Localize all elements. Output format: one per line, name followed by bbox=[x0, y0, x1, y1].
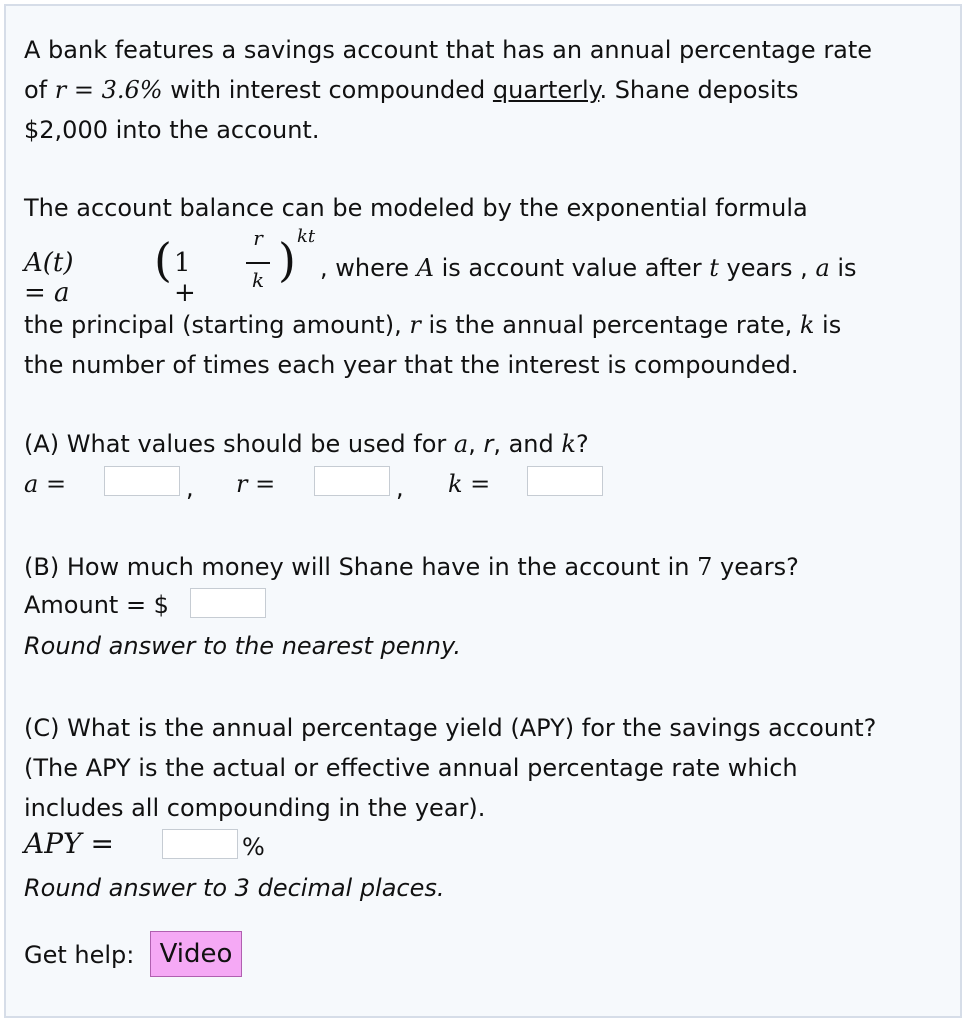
formula-text: years , bbox=[718, 254, 816, 282]
fraction-bar bbox=[246, 262, 270, 264]
amount-input[interactable] bbox=[190, 588, 266, 618]
video-button[interactable]: Video bbox=[150, 931, 242, 977]
partC-note: Round answer to 3 decimal places. bbox=[24, 874, 445, 902]
partB-question bbox=[24, 547, 799, 587]
formula-text: is bbox=[829, 254, 857, 282]
comma-1: , bbox=[186, 474, 194, 502]
partB-text: (B) How much money will Shane have in the account in bbox=[24, 553, 698, 581]
partC-line-1: (C) What is the annual percentage yield (APY) for the savings account? bbox=[24, 714, 877, 742]
var-r: r bbox=[483, 430, 494, 458]
formula-text: , where bbox=[320, 254, 417, 282]
partB-text: years? bbox=[712, 553, 799, 581]
var-A: A bbox=[416, 254, 434, 282]
intro-text: . Shane deposits bbox=[599, 76, 799, 104]
rate-equation: r = 3.6% bbox=[54, 76, 163, 104]
var-t: t bbox=[709, 254, 719, 282]
var-k: k bbox=[561, 430, 576, 458]
intro-text: of bbox=[24, 76, 55, 104]
partA-text: ? bbox=[575, 430, 589, 458]
k-input[interactable] bbox=[527, 466, 603, 496]
partA-question bbox=[24, 424, 589, 464]
question-panel bbox=[4, 4, 962, 1018]
label-a: a = bbox=[24, 470, 67, 498]
percent-sign: % bbox=[242, 833, 265, 861]
partA-text: , and bbox=[493, 430, 562, 458]
formula-paren-open: ( bbox=[154, 233, 172, 287]
formula-description bbox=[320, 248, 857, 288]
partA-text: , bbox=[468, 430, 484, 458]
var-k: k bbox=[799, 311, 815, 339]
years-value: 7 bbox=[697, 553, 713, 581]
model-text: is the annual percentage rate, bbox=[420, 311, 800, 339]
partB-note: Round answer to the nearest penny. bbox=[24, 632, 461, 660]
apy-label: APY = bbox=[24, 827, 114, 860]
a-input[interactable] bbox=[104, 466, 180, 496]
formula-one-plus: 1 + bbox=[174, 248, 196, 308]
amount-label: Amount = $ bbox=[24, 591, 169, 619]
formula-numerator: r bbox=[253, 226, 263, 250]
get-help-label: Get help: bbox=[24, 941, 135, 969]
model-text: the principal (starting amount), bbox=[24, 311, 410, 339]
model-line-3 bbox=[24, 305, 841, 345]
r-input[interactable] bbox=[314, 466, 390, 496]
model-line-1: The account balance can be modeled by the exponential formula bbox=[24, 194, 808, 222]
label-k: k = bbox=[448, 470, 491, 498]
formula-text: is account value after bbox=[433, 254, 710, 282]
comma-2: , bbox=[396, 474, 404, 502]
partA-text: (A) What values should be used for bbox=[24, 430, 454, 458]
label-r: r = bbox=[236, 470, 276, 498]
apy-input[interactable] bbox=[162, 829, 238, 859]
var-r: r bbox=[409, 311, 421, 339]
formula-left: A(t) = a bbox=[24, 248, 74, 308]
model-line-4: the number of times each year that the interest is compounded. bbox=[24, 351, 799, 379]
var-a: a bbox=[453, 430, 469, 458]
formula-exponent: kt bbox=[297, 226, 316, 247]
var-a: a bbox=[815, 254, 830, 282]
quarterly-link[interactable]: quarterly bbox=[492, 76, 600, 104]
intro-line-3: $2,000 into the account. bbox=[24, 116, 320, 144]
intro-line-1: A bank features a savings account that has an annual percentage rate bbox=[24, 36, 873, 64]
intro-text: with interest compounded bbox=[162, 76, 493, 104]
model-text: is bbox=[814, 311, 842, 339]
intro-line-2 bbox=[24, 70, 798, 110]
partC-line-3: includes all compounding in the year). bbox=[24, 794, 486, 822]
formula-denominator: k bbox=[251, 268, 265, 292]
partC-line-2: (The APY is the actual or effective annual percentage rate which bbox=[24, 754, 798, 782]
formula-paren-close: ) bbox=[278, 233, 296, 287]
